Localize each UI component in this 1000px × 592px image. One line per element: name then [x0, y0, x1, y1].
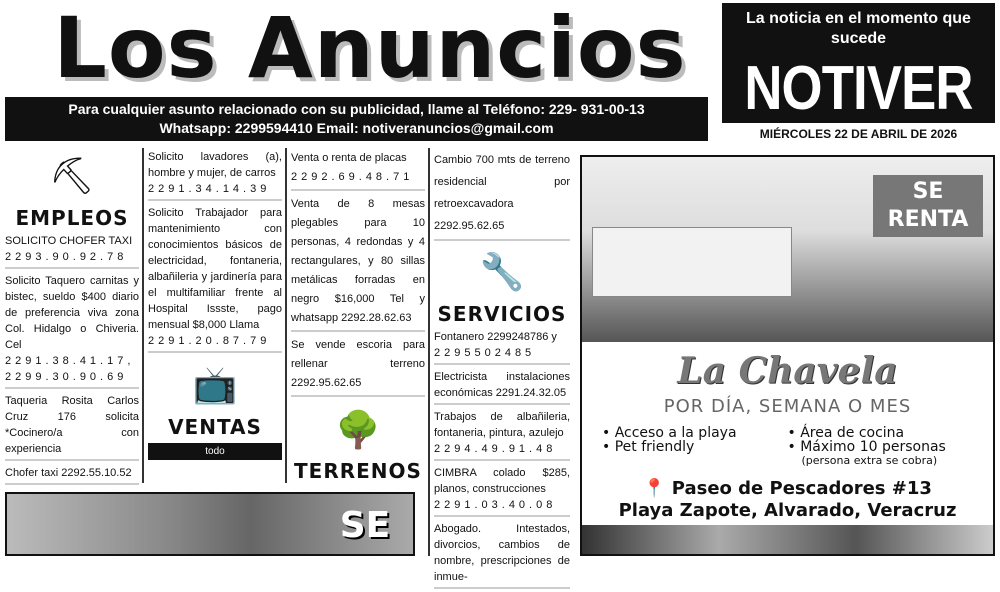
todo-bar: todo [148, 443, 282, 460]
interior-photo [582, 525, 993, 556]
masthead [722, 3, 995, 123]
ad-text: Solicito Trabajador para mantenimiento con conocimientos básicos de electricidad, fontaneria, albañileria y jardinería para el multifamiliar frente al Hospital Issste, pago mensual $8,000 Llama [148, 207, 282, 331]
classified-ad [291, 335, 425, 397]
ad-text: Se vende escoria para rellenar terreno 2292.95.62.65 [291, 339, 425, 389]
ad-text: Solicito Taquero carnitas y bistec, sueldo $400 diario de preferencia viva zona Col. Hidalgo o Chiveria. Cel [5, 275, 139, 351]
classified-ad [434, 520, 570, 589]
slogan: La noticia en el momento que sucede [746, 10, 971, 47]
feature: • Pet friendly [602, 439, 695, 455]
location-pin-icon: 📍 [643, 478, 666, 499]
ad-phone: 2295502485 [434, 347, 536, 359]
ad-text: CIMBRA colado $285, planos, construcciones [434, 467, 570, 495]
section-servicios: SERVICIOS [437, 302, 567, 326]
classified-ad [5, 392, 139, 461]
issue-date: MIÉRCOLES 22 DE ABRIL DE 2026 [759, 127, 958, 141]
ad-text: Cambio 700 mts de terreno residencial por retroexcavadora 2292.95.62.65 [434, 154, 570, 232]
classified-ad [291, 194, 425, 332]
classified-ad [434, 328, 570, 365]
classified-ad [5, 272, 139, 389]
house-photo [582, 157, 993, 342]
ad-text: Fontanero 2299248786 y [434, 331, 557, 343]
se-renta-badge: SE RENTA [873, 175, 983, 237]
feature: • Acceso a la playa [602, 425, 737, 441]
classified-ad [148, 204, 282, 353]
rental-ad [580, 155, 995, 556]
feature: • Máximo 10 personas [787, 439, 946, 455]
ad-phone: 2292.69.48.71 [291, 171, 414, 183]
ad-text: Chofer taxi 2292.55.10.52 [5, 467, 132, 479]
ad-phone: 2291.03.40.08 [434, 499, 557, 511]
ad-text: Solicito lavadores (a), hombre y mujer, de carros [148, 151, 282, 179]
column-2 [148, 148, 282, 460]
column-1 [5, 148, 139, 488]
beach-ad [5, 492, 415, 556]
ad-text: Abogado. Intestados, divorcios, cambios de nombre, prescripciones de inmue- [434, 523, 570, 583]
handyman-cartoon-icon: 🔧 [479, 251, 525, 292]
address-line: Paseo de Pescadores #13 [671, 478, 932, 499]
address-line: Playa Zapote, Alvarado, Veracruz [618, 500, 957, 521]
classified-ad [148, 148, 282, 201]
classified-ad [434, 148, 570, 241]
classified-ad [434, 368, 570, 405]
feature-list [582, 418, 993, 468]
ad-phone: 2291.20.87.79 [148, 335, 271, 347]
address [582, 478, 993, 522]
ad-phone: 2291.34.14.39 [148, 183, 271, 195]
contact-line: Whatsapp: 2299594410 Email: notiveranuncios@gmail.com [159, 120, 554, 136]
feature-note: (persona extra se cobra) [801, 454, 938, 467]
ad-text: Electricista instalaciones económicas 2291.24.32.05 [434, 371, 570, 399]
classified-ad [5, 464, 139, 485]
section-empleos: EMPLEOS [15, 206, 129, 230]
classified-ad [291, 148, 425, 191]
landscape-cartoon-icon: 🌳 [335, 408, 381, 450]
contact-line: Para cualquier asunto relacionado con su publicidad, llame al Teléfono: 229- 931-00-13 [68, 101, 645, 117]
ad-text: Trabajos de albañileria, fontaneria, pintura, azulejo [434, 411, 570, 439]
se-badge: SE [339, 505, 391, 546]
section-terrenos: TERRENOS [294, 459, 422, 483]
ad-text: Taqueria Rosita Carlos Cruz 176 solicita *Cocinero/a con experiencia [5, 395, 139, 455]
ad-text: Venta o renta de placas [291, 152, 407, 164]
contact-bar [5, 97, 708, 141]
brand-logo: NOTIVER [744, 54, 973, 123]
page-title: Los Anuncios [53, 0, 687, 97]
ad-text: SOLICITO CHOFER TAXI [5, 235, 133, 247]
ad-phone: 2291.38.41.17, 2299.30.90.69 [5, 355, 135, 383]
sellers-cartoon-icon: 📺 [192, 364, 238, 405]
section-ventas: VENTAS [168, 415, 262, 439]
ad-name: La Chavela [677, 350, 898, 392]
ad-text: Venta de 8 mesas plegables para 10 personas, 4 redondas y 4 rectangulares, y 80 sillas metálicas forradas en negro $16,000 Tel y whatsapp 2292.28.62.63 [291, 198, 425, 324]
classified-ad [5, 232, 139, 269]
classified-ad [434, 464, 570, 517]
miner-cartoon-icon: ⛏ [49, 155, 95, 196]
column-4 [434, 148, 570, 592]
feature: • Área de cocina [787, 425, 905, 441]
ad-phone: 2293.90.92.78 [5, 251, 128, 263]
classified-ad [434, 408, 570, 461]
ad-period: POR DÍA, SEMANA O MES [663, 396, 912, 417]
column-3 [291, 148, 425, 485]
ad-phone: 2294.49.91.48 [434, 443, 557, 455]
